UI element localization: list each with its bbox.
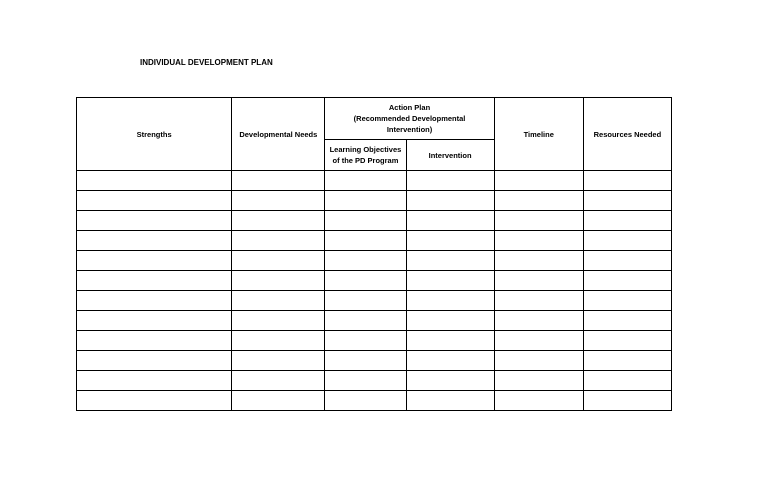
table-row [77, 291, 672, 311]
cell-strengths[interactable] [77, 231, 232, 251]
cell-intervention[interactable] [406, 291, 494, 311]
cell-learning-objectives[interactable] [325, 311, 406, 331]
cell-learning-objectives[interactable] [325, 291, 406, 311]
table-row [77, 331, 672, 351]
cell-timeline[interactable] [494, 311, 583, 331]
cell-resources-needed[interactable] [583, 271, 671, 291]
cell-developmental-needs[interactable] [232, 231, 325, 251]
cell-intervention[interactable] [406, 231, 494, 251]
cell-timeline[interactable] [494, 371, 583, 391]
cell-intervention[interactable] [406, 171, 494, 191]
cell-strengths[interactable] [77, 171, 232, 191]
header-action-plan [325, 98, 494, 140]
header-intervention: Intervention [406, 140, 494, 171]
cell-resources-needed[interactable] [583, 331, 671, 351]
cell-intervention[interactable] [406, 371, 494, 391]
table-row [77, 371, 672, 391]
cell-strengths[interactable] [77, 191, 232, 211]
cell-intervention[interactable] [406, 211, 494, 231]
cell-learning-objectives[interactable] [325, 331, 406, 351]
learning-objectives-line2: of the PD Program [332, 156, 399, 165]
cell-timeline[interactable] [494, 271, 583, 291]
table-row [77, 311, 672, 331]
cell-resources-needed[interactable] [583, 211, 671, 231]
document-title: INDIVIDUAL DEVELOPMENT PLAN [140, 58, 273, 67]
cell-learning-objectives[interactable] [325, 171, 406, 191]
cell-timeline[interactable] [494, 391, 583, 411]
header-developmental-needs: Developmental Needs [232, 98, 325, 171]
cell-timeline[interactable] [494, 171, 583, 191]
cell-developmental-needs[interactable] [232, 331, 325, 351]
cell-resources-needed[interactable] [583, 311, 671, 331]
cell-developmental-needs[interactable] [232, 391, 325, 411]
cell-learning-objectives[interactable] [325, 211, 406, 231]
cell-developmental-needs[interactable] [232, 171, 325, 191]
table-row [77, 391, 672, 411]
learning-objectives-line1: Learning Objectives [329, 145, 402, 154]
table-row [77, 251, 672, 271]
cell-developmental-needs[interactable] [232, 251, 325, 271]
development-plan-table [76, 97, 672, 411]
cell-developmental-needs[interactable] [232, 371, 325, 391]
cell-learning-objectives[interactable] [325, 371, 406, 391]
cell-intervention[interactable] [406, 251, 494, 271]
cell-strengths[interactable] [77, 351, 232, 371]
cell-strengths[interactable] [77, 371, 232, 391]
cell-timeline[interactable] [494, 331, 583, 351]
cell-learning-objectives[interactable] [325, 351, 406, 371]
cell-intervention[interactable] [406, 351, 494, 371]
cell-developmental-needs[interactable] [232, 311, 325, 331]
action-plan-line2: (Recommended Developmental [353, 114, 466, 123]
cell-strengths[interactable] [77, 251, 232, 271]
cell-resources-needed[interactable] [583, 351, 671, 371]
cell-intervention[interactable] [406, 191, 494, 211]
cell-developmental-needs[interactable] [232, 271, 325, 291]
cell-resources-needed[interactable] [583, 291, 671, 311]
cell-timeline[interactable] [494, 251, 583, 271]
cell-timeline[interactable] [494, 351, 583, 371]
table-row [77, 191, 672, 211]
cell-learning-objectives[interactable] [325, 271, 406, 291]
cell-timeline[interactable] [494, 291, 583, 311]
cell-intervention[interactable] [406, 271, 494, 291]
cell-resources-needed[interactable] [583, 391, 671, 411]
cell-timeline[interactable] [494, 211, 583, 231]
cell-developmental-needs[interactable] [232, 291, 325, 311]
table-row [77, 211, 672, 231]
table-row [77, 171, 672, 191]
cell-resources-needed[interactable] [583, 251, 671, 271]
cell-strengths[interactable] [77, 271, 232, 291]
cell-resources-needed[interactable] [583, 231, 671, 251]
cell-timeline[interactable] [494, 231, 583, 251]
header-learning-objectives [325, 140, 406, 171]
header-resources-needed: Resources Needed [583, 98, 671, 171]
cell-intervention[interactable] [406, 331, 494, 351]
cell-strengths[interactable] [77, 391, 232, 411]
cell-strengths[interactable] [77, 311, 232, 331]
cell-timeline[interactable] [494, 191, 583, 211]
cell-learning-objectives[interactable] [325, 391, 406, 411]
cell-developmental-needs[interactable] [232, 351, 325, 371]
action-plan-line1: Action Plan [388, 103, 431, 112]
cell-resources-needed[interactable] [583, 171, 671, 191]
header-strengths: Strengths [77, 98, 232, 171]
cell-resources-needed[interactable] [583, 191, 671, 211]
table-row [77, 271, 672, 291]
header-timeline: Timeline [494, 98, 583, 171]
cell-strengths[interactable] [77, 211, 232, 231]
cell-learning-objectives[interactable] [325, 251, 406, 271]
cell-learning-objectives[interactable] [325, 191, 406, 211]
cell-developmental-needs[interactable] [232, 191, 325, 211]
cell-learning-objectives[interactable] [325, 231, 406, 251]
cell-intervention[interactable] [406, 391, 494, 411]
action-plan-line3: Intervention) [386, 125, 433, 134]
cell-intervention[interactable] [406, 311, 494, 331]
table-row [77, 231, 672, 251]
table-body [77, 171, 672, 411]
cell-strengths[interactable] [77, 331, 232, 351]
cell-strengths[interactable] [77, 291, 232, 311]
cell-resources-needed[interactable] [583, 371, 671, 391]
table-row [77, 351, 672, 371]
cell-developmental-needs[interactable] [232, 211, 325, 231]
